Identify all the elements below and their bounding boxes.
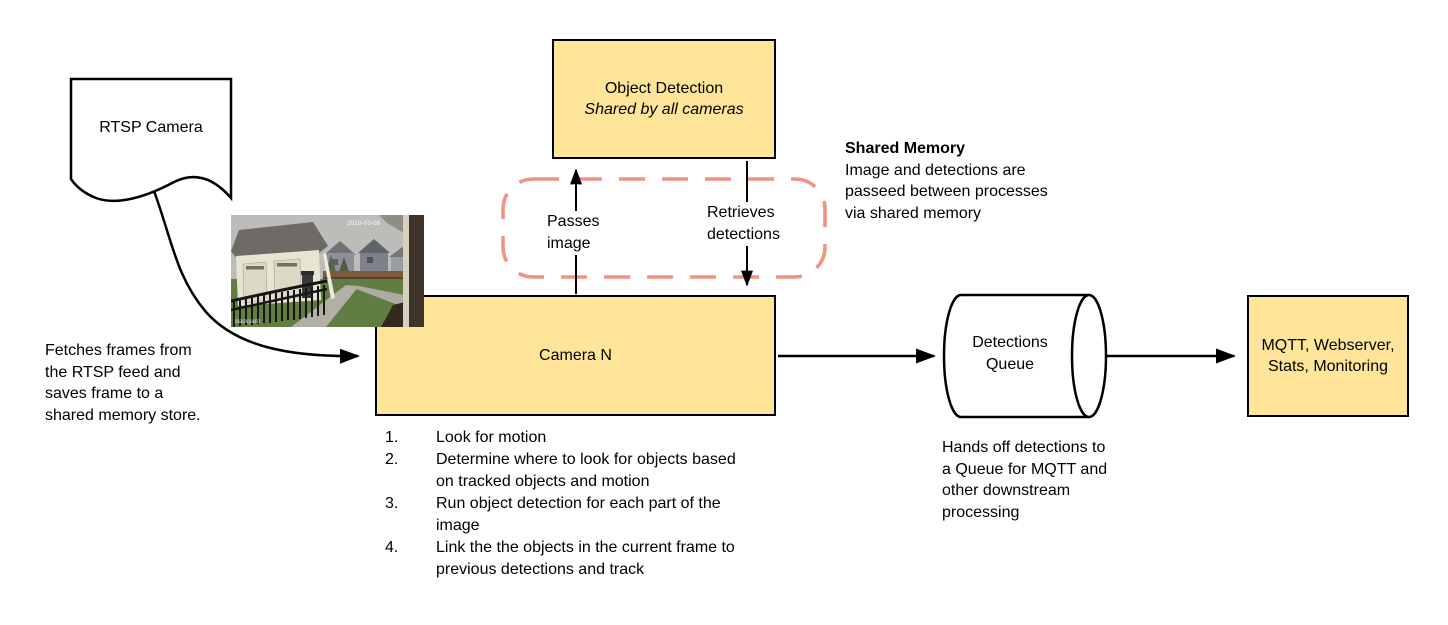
camera-step-2 xyxy=(385,449,754,493)
retrieves-detections-line1: Retrieves xyxy=(707,204,775,221)
detections-queue-line1: Detections xyxy=(972,334,1048,351)
edge-label-passes-image xyxy=(545,211,601,255)
object-detection-title: Object Detection xyxy=(604,80,724,97)
node-camera-n xyxy=(375,295,776,416)
step-number: 2. xyxy=(385,451,399,468)
passes-image-line1: Passes xyxy=(547,213,600,230)
outputs-label-line2: Stats, Monitoring xyxy=(1267,358,1389,375)
snapshot-camera-name-label: Backyard xyxy=(235,319,261,325)
fetch-frames-note: Fetches frames from the RTSP feed and saves frame to a shared memory store. xyxy=(45,342,201,424)
step-number: 4. xyxy=(385,539,399,556)
retrieves-detections-line2: detections xyxy=(707,226,780,243)
step-number: 1. xyxy=(385,429,399,446)
node-outputs xyxy=(1247,295,1409,417)
detections-queue-label xyxy=(948,332,1072,376)
rtsp-camera-label: RTSP Camera xyxy=(99,119,203,136)
passes-image-line2: image xyxy=(547,235,591,252)
node-object-detection xyxy=(552,39,776,159)
camera-step-3 xyxy=(385,493,754,537)
object-detection-subtitle: Shared by all cameras xyxy=(584,101,744,118)
outputs-label-line1: MQTT, Webserver, xyxy=(1261,337,1395,354)
shared-memory-note-body: Image and detections are passeed between processes via shared memory xyxy=(845,161,1048,222)
camera-steps-list xyxy=(385,427,754,581)
camera-n-label: Camera N xyxy=(539,347,612,364)
shared-memory-note xyxy=(845,138,1055,224)
step-number: 3. xyxy=(385,495,399,512)
detections-queue-cylinder-cap xyxy=(1072,295,1106,417)
camera-snapshot-image xyxy=(231,215,424,327)
step-text: Determine where to look for objects based on tracked objects and motion xyxy=(436,451,736,490)
detections-queue-line2: Queue xyxy=(985,356,1035,373)
camera-step-4 xyxy=(385,537,754,581)
queue-handoff-note: Hands off detections to a Queue for MQTT and other downstream processing xyxy=(942,439,1108,521)
step-text: Run object detection for each part of the image xyxy=(436,495,721,534)
snapshot-timestamp: 2019-03-06 xyxy=(347,220,381,227)
node-rtsp-camera xyxy=(70,82,232,174)
shared-memory-note-title: Shared Memory xyxy=(845,140,966,157)
step-text: Look for motion xyxy=(436,429,547,446)
step-text: Link the the objects in the current frame to previous detections and track xyxy=(436,539,735,578)
edge-label-retrieves-detections xyxy=(705,202,782,246)
camera-step-1 xyxy=(385,427,754,449)
